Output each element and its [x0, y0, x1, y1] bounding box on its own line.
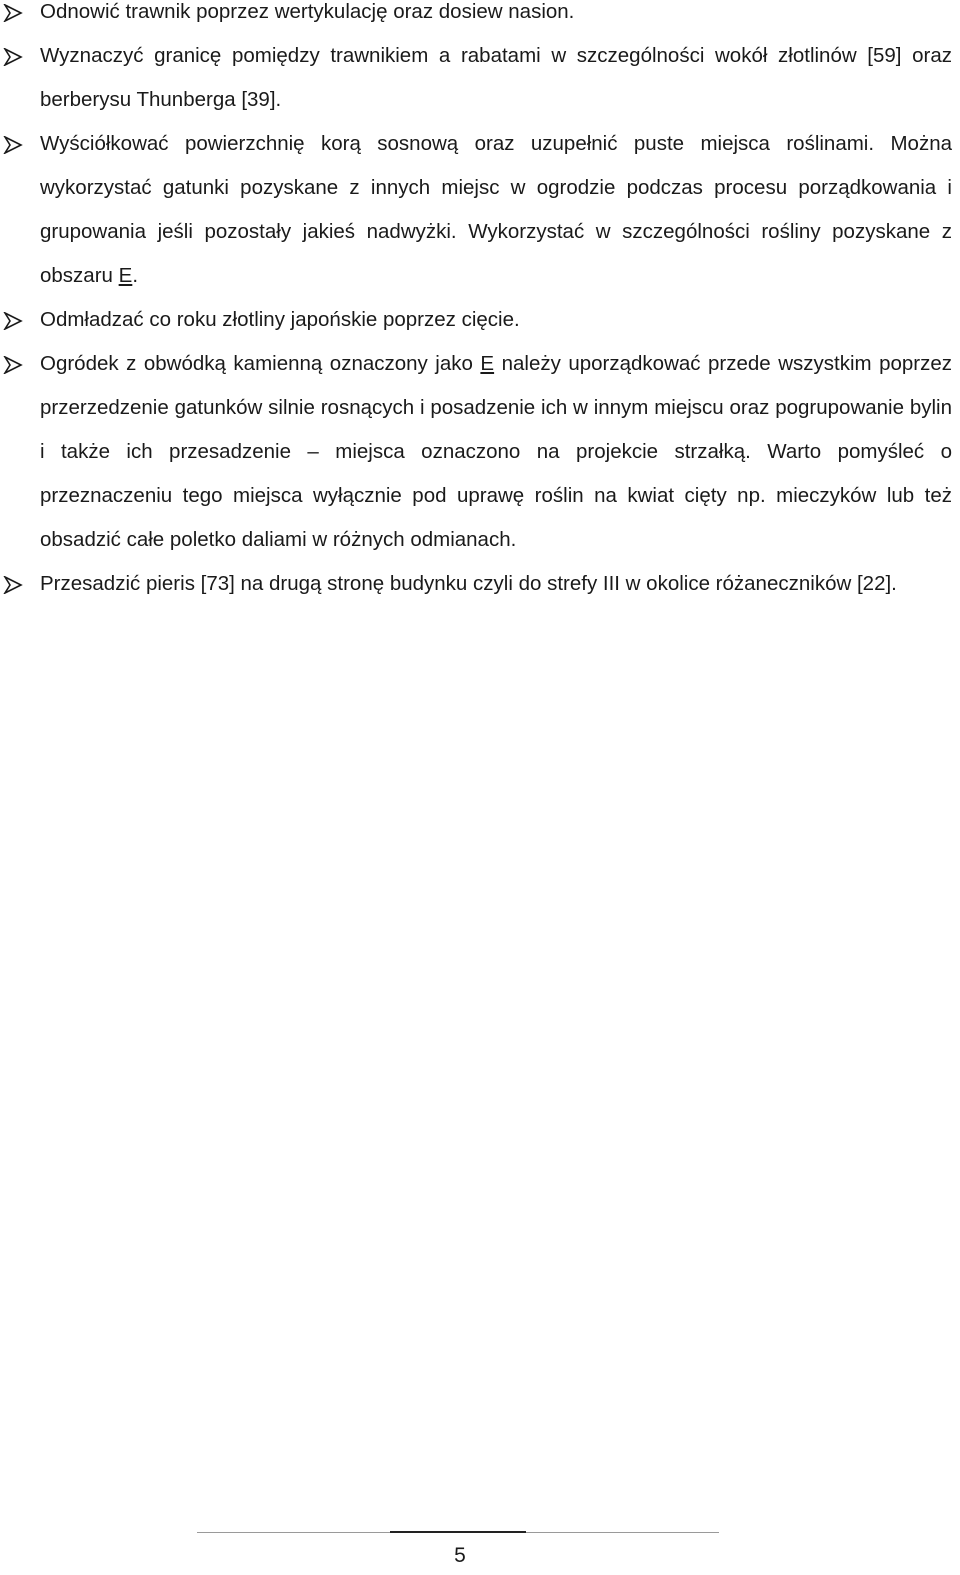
list-item-text-after: należy uporządkować przede wszystkim poprzez przerzedzenie gatunków silnie rosnących i posadzenie ich w innym miejscu oraz pogrupowanie bylin i także ich przesadzenie – miejsca oznaczono na projekcie strzałką. Warto pomyśleć o przeznaczeniu tego miejsca wyłącznie pod uprawę roślin na kwiat cięty np. mieczyków lub też obsadzić całe poletko daliami w różnych odmianach.: [40, 352, 953, 551]
arrowhead-bullet-icon: [2, 312, 24, 330]
bullet-list: [0, 0, 960, 606]
arrowhead-bullet-icon: [2, 136, 24, 154]
area-mark-e: E: [118, 264, 133, 287]
list-item-text: Odmładzać co roku złotliny japońskie poprzez cięcie.: [40, 308, 520, 331]
arrowhead-bullet-icon: [2, 4, 24, 22]
arrowhead-bullet-icon: [2, 576, 24, 594]
arrowhead-bullet-icon: [2, 48, 24, 66]
list-item-text: [40, 342, 952, 562]
area-mark-e: E: [480, 352, 495, 375]
list-item: [0, 562, 960, 606]
list-item-text-before: Ogródek z obwódką kamienną oznaczony jako: [40, 352, 481, 375]
list-item: [0, 122, 960, 298]
list-item-text-before: Wyściółkować powierzchnię korą sosnową oraz uzupełnić puste miejsca roślinami. Można wykorzystać gatunki pozyskane z innych miejsc w ogrodzie podczas procesu porządkowania i grupowania jeśli pozostały jakieś nadwyżki. Wykorzystać w szczególności rośliny pozyskane z obszaru: [40, 132, 952, 287]
list-item: [0, 0, 960, 34]
list-item: [0, 342, 960, 562]
list-item-text: Odnowić trawnik poprzez wertykulację oraz dosiew nasion.: [40, 0, 575, 23]
list-item: [0, 298, 960, 342]
list-item-text-after: .: [132, 264, 139, 287]
arrowhead-bullet-icon: [2, 356, 24, 374]
list-item-text: [40, 122, 952, 298]
page-number: 5: [454, 1544, 466, 1567]
list-item: [0, 34, 960, 122]
list-item-text: Przesadzić pieris [73] na drugą stronę budynku czyli do strefy III w okolice różaneczników [22].: [40, 572, 897, 595]
footer-divider-accent: [390, 1531, 526, 1533]
list-item-text: Wyznaczyć granicę pomiędzy trawnikiem a rabatami w szczególności wokół złotlinów [59] oraz berberysu Thunberga [39].: [40, 44, 952, 111]
